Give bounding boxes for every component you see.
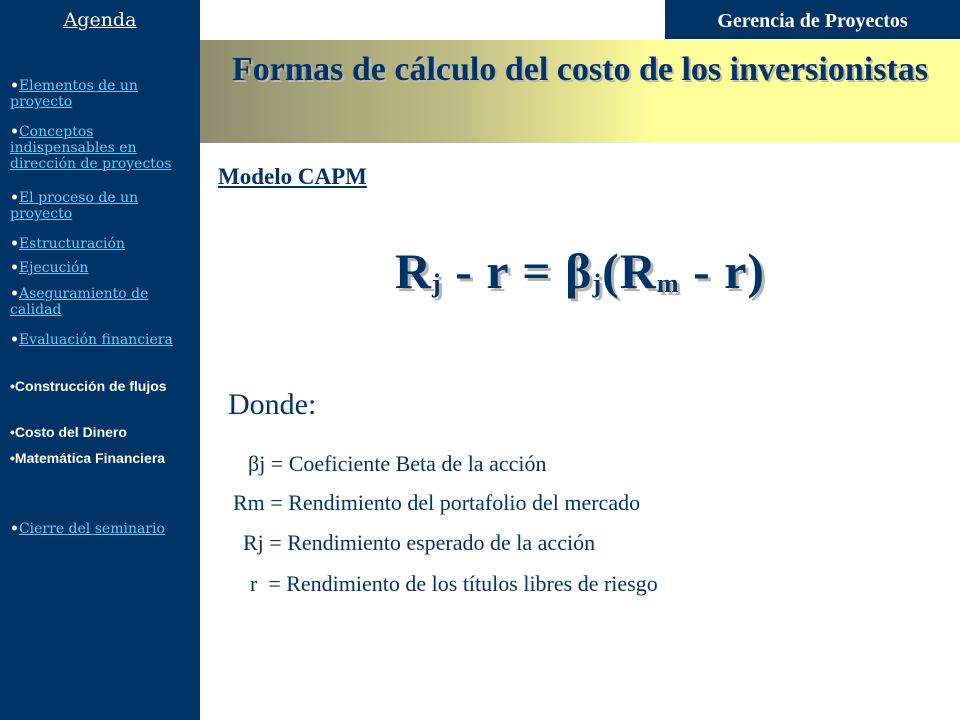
- sidebar-item-matematica: [10, 449, 196, 468]
- bullet: •: [10, 424, 15, 440]
- sidebar-item-label: Construcción de flujos: [14, 378, 167, 394]
- sidebar-item-conceptos[interactable]: [10, 124, 196, 172]
- sidebar-item-elementos[interactable]: [10, 78, 196, 110]
- sidebar-item-estructuracion[interactable]: [10, 236, 196, 252]
- bullet: •: [10, 236, 19, 252]
- slide-title: Formas de cálculo del costo de los inversionistas: [231, 51, 929, 88]
- sidebar-item-aseguramiento[interactable]: [10, 286, 196, 318]
- sidebar-item-label[interactable]: Conceptos indispensables en dirección de proyectos: [10, 124, 172, 172]
- definition-beta: βj = Coeficiente Beta de la acción: [248, 451, 547, 476]
- bullet: •: [10, 124, 19, 140]
- sidebar-item-proceso[interactable]: [10, 190, 196, 222]
- bullet: •: [10, 190, 19, 206]
- capm-formula: [200, 236, 960, 315]
- formula-sub-j: j: [432, 269, 442, 298]
- sidebar-item-label[interactable]: Cierre del seminario: [18, 521, 165, 537]
- sidebar-item-costo: [10, 423, 196, 442]
- formula-sub-j2: j: [592, 269, 603, 298]
- formula-sub-m: m: [656, 269, 680, 298]
- bullet: •: [10, 286, 19, 302]
- formula-close: - r): [679, 243, 766, 299]
- bullet: •: [10, 78, 19, 94]
- bullet: •: [10, 378, 15, 394]
- sidebar-item-construccion: [10, 377, 196, 396]
- sidebar-item-label[interactable]: Elementos de un proyecto: [10, 78, 138, 110]
- formula-open: (R: [602, 243, 657, 299]
- sidebar-item-label[interactable]: Aseguramiento de calidad: [10, 286, 149, 318]
- bullet: •: [10, 521, 19, 537]
- sidebar-item-label[interactable]: Estructuración: [18, 236, 125, 252]
- sidebar-item-label[interactable]: El proceso de un proyecto: [10, 190, 139, 222]
- definition-r: r = Rendimiento de los títulos libres de riesgo: [250, 571, 658, 596]
- sidebar-item-evaluacion[interactable]: [10, 332, 196, 348]
- sidebar-item-label[interactable]: Evaluación financiera: [18, 332, 173, 348]
- sidebar-item-label: Matemática Financiera: [14, 450, 166, 466]
- section-subtitle: Modelo CAPM: [218, 164, 367, 189]
- agenda-link[interactable]: Agenda: [63, 9, 137, 31]
- bullet: •: [10, 332, 19, 348]
- donde-label: Donde:: [228, 388, 317, 421]
- sidebar-item-label[interactable]: Ejecución: [18, 260, 89, 276]
- sidebar: [0, 0, 200, 720]
- bullet: •: [10, 260, 19, 276]
- header-tab: Gerencia de Proyectos: [665, 0, 960, 39]
- bullet: •: [10, 450, 15, 466]
- sidebar-item-cierre[interactable]: [10, 521, 196, 537]
- definition-rm: Rm = Rendimiento del portafolio del mercado: [233, 490, 641, 515]
- sidebar-item-label: Costo del Dinero: [14, 424, 127, 440]
- sidebar-item-ejecucion[interactable]: [10, 260, 196, 276]
- formula-mid: - r =: [441, 243, 566, 299]
- formula-r: R: [394, 243, 433, 299]
- formula-beta: β: [565, 243, 593, 299]
- definition-rj: Rj = Rendimiento esperado de la acción: [243, 530, 596, 555]
